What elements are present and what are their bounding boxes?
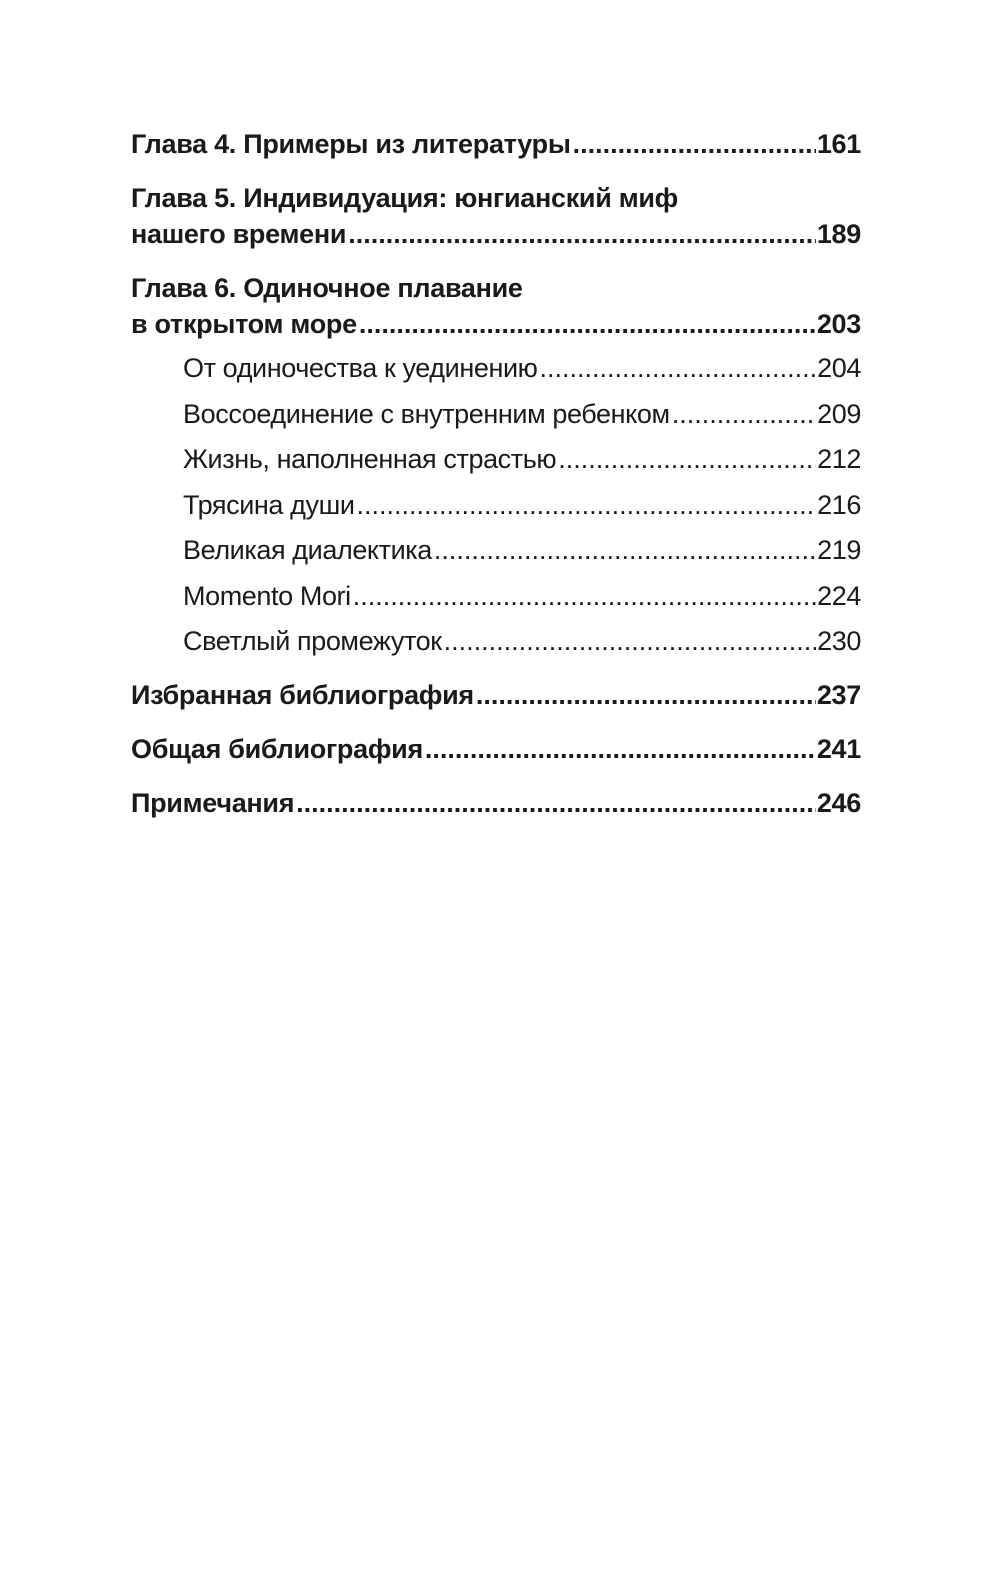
toc-subentry <box>131 437 861 483</box>
toc-entry-page: 189 <box>816 219 861 249</box>
toc-entry <box>131 124 861 164</box>
toc-entry <box>131 729 861 769</box>
dot-leader <box>540 346 817 392</box>
toc-notes <box>131 783 861 823</box>
toc-entry-page: 161 <box>816 129 861 159</box>
toc-entry-page: 237 <box>816 679 861 710</box>
toc-subentry-page: 230 <box>817 626 861 656</box>
toc-subentry <box>131 574 861 620</box>
toc-entry-page: 241 <box>816 733 861 764</box>
toc-entry-title-line2: нашего времени <box>131 219 347 249</box>
dot-leader <box>573 124 816 164</box>
toc-entry <box>131 783 861 823</box>
toc-entry-title-line2: в открытом море <box>131 309 357 339</box>
toc-subentry-page: 204 <box>817 353 861 383</box>
toc-subentry-page: 216 <box>817 489 861 520</box>
toc-subentry <box>131 483 861 529</box>
toc-chapter-4 <box>131 124 861 164</box>
toc-subentry <box>131 346 861 392</box>
toc-subentry <box>131 392 861 438</box>
dot-leader <box>434 528 816 574</box>
toc-selected-bibliography <box>131 675 861 715</box>
toc-entry <box>131 306 861 342</box>
toc-subentry-page: 224 <box>817 580 861 611</box>
dot-leader <box>357 483 817 529</box>
toc-entry-title-line1: Глава 5. Индивидуация: юнгианский миф <box>131 183 679 213</box>
toc-chapter-6 <box>131 270 861 665</box>
dot-leader <box>672 392 816 438</box>
toc-chapter-5 <box>131 180 861 252</box>
toc-subentry-title: Великая диалектика <box>183 535 432 565</box>
toc-subentry-page: 209 <box>817 398 861 429</box>
toc-entry-title: Глава 4. Примеры из литературы <box>131 129 571 159</box>
dot-leader <box>476 675 816 715</box>
toc-subentry-title: Светлый промежуток <box>183 626 442 656</box>
toc-subentry-title: Momento Mori <box>183 580 351 611</box>
toc-subentry <box>131 619 861 665</box>
toc-entry-title-line1: Глава 6. Одиночное плавание <box>131 273 523 303</box>
toc-entry <box>131 675 861 715</box>
table-of-contents <box>131 124 861 823</box>
toc-subentry-page: 219 <box>817 535 861 565</box>
dot-leader <box>558 437 816 483</box>
toc-subentry-title: От одиночества к уединению <box>183 353 538 383</box>
toc-subentry-page: 212 <box>817 444 861 474</box>
toc-entry-title: Избранная библиография <box>131 679 474 710</box>
dot-leader <box>359 306 816 342</box>
dot-leader <box>353 574 816 620</box>
toc-general-bibliography <box>131 729 861 769</box>
toc-entry-title: Общая библиография <box>131 733 423 764</box>
dot-leader <box>444 619 816 665</box>
toc-subentry-title: Воссоединение с внутренним ребенком <box>183 398 670 429</box>
toc-entry-page: 203 <box>816 309 861 339</box>
dot-leader <box>425 729 816 769</box>
toc-entry-page: 246 <box>816 787 861 818</box>
toc-subentry-title: Трясина души <box>183 489 355 520</box>
toc-subentry <box>131 528 861 574</box>
toc-subsections <box>131 346 861 665</box>
dot-leader <box>348 216 816 252</box>
dot-leader <box>296 783 816 823</box>
toc-subentry-title: Жизнь, наполненная страстью <box>183 444 557 474</box>
toc-entry-title: Примечания <box>131 787 295 818</box>
toc-entry <box>131 216 861 252</box>
